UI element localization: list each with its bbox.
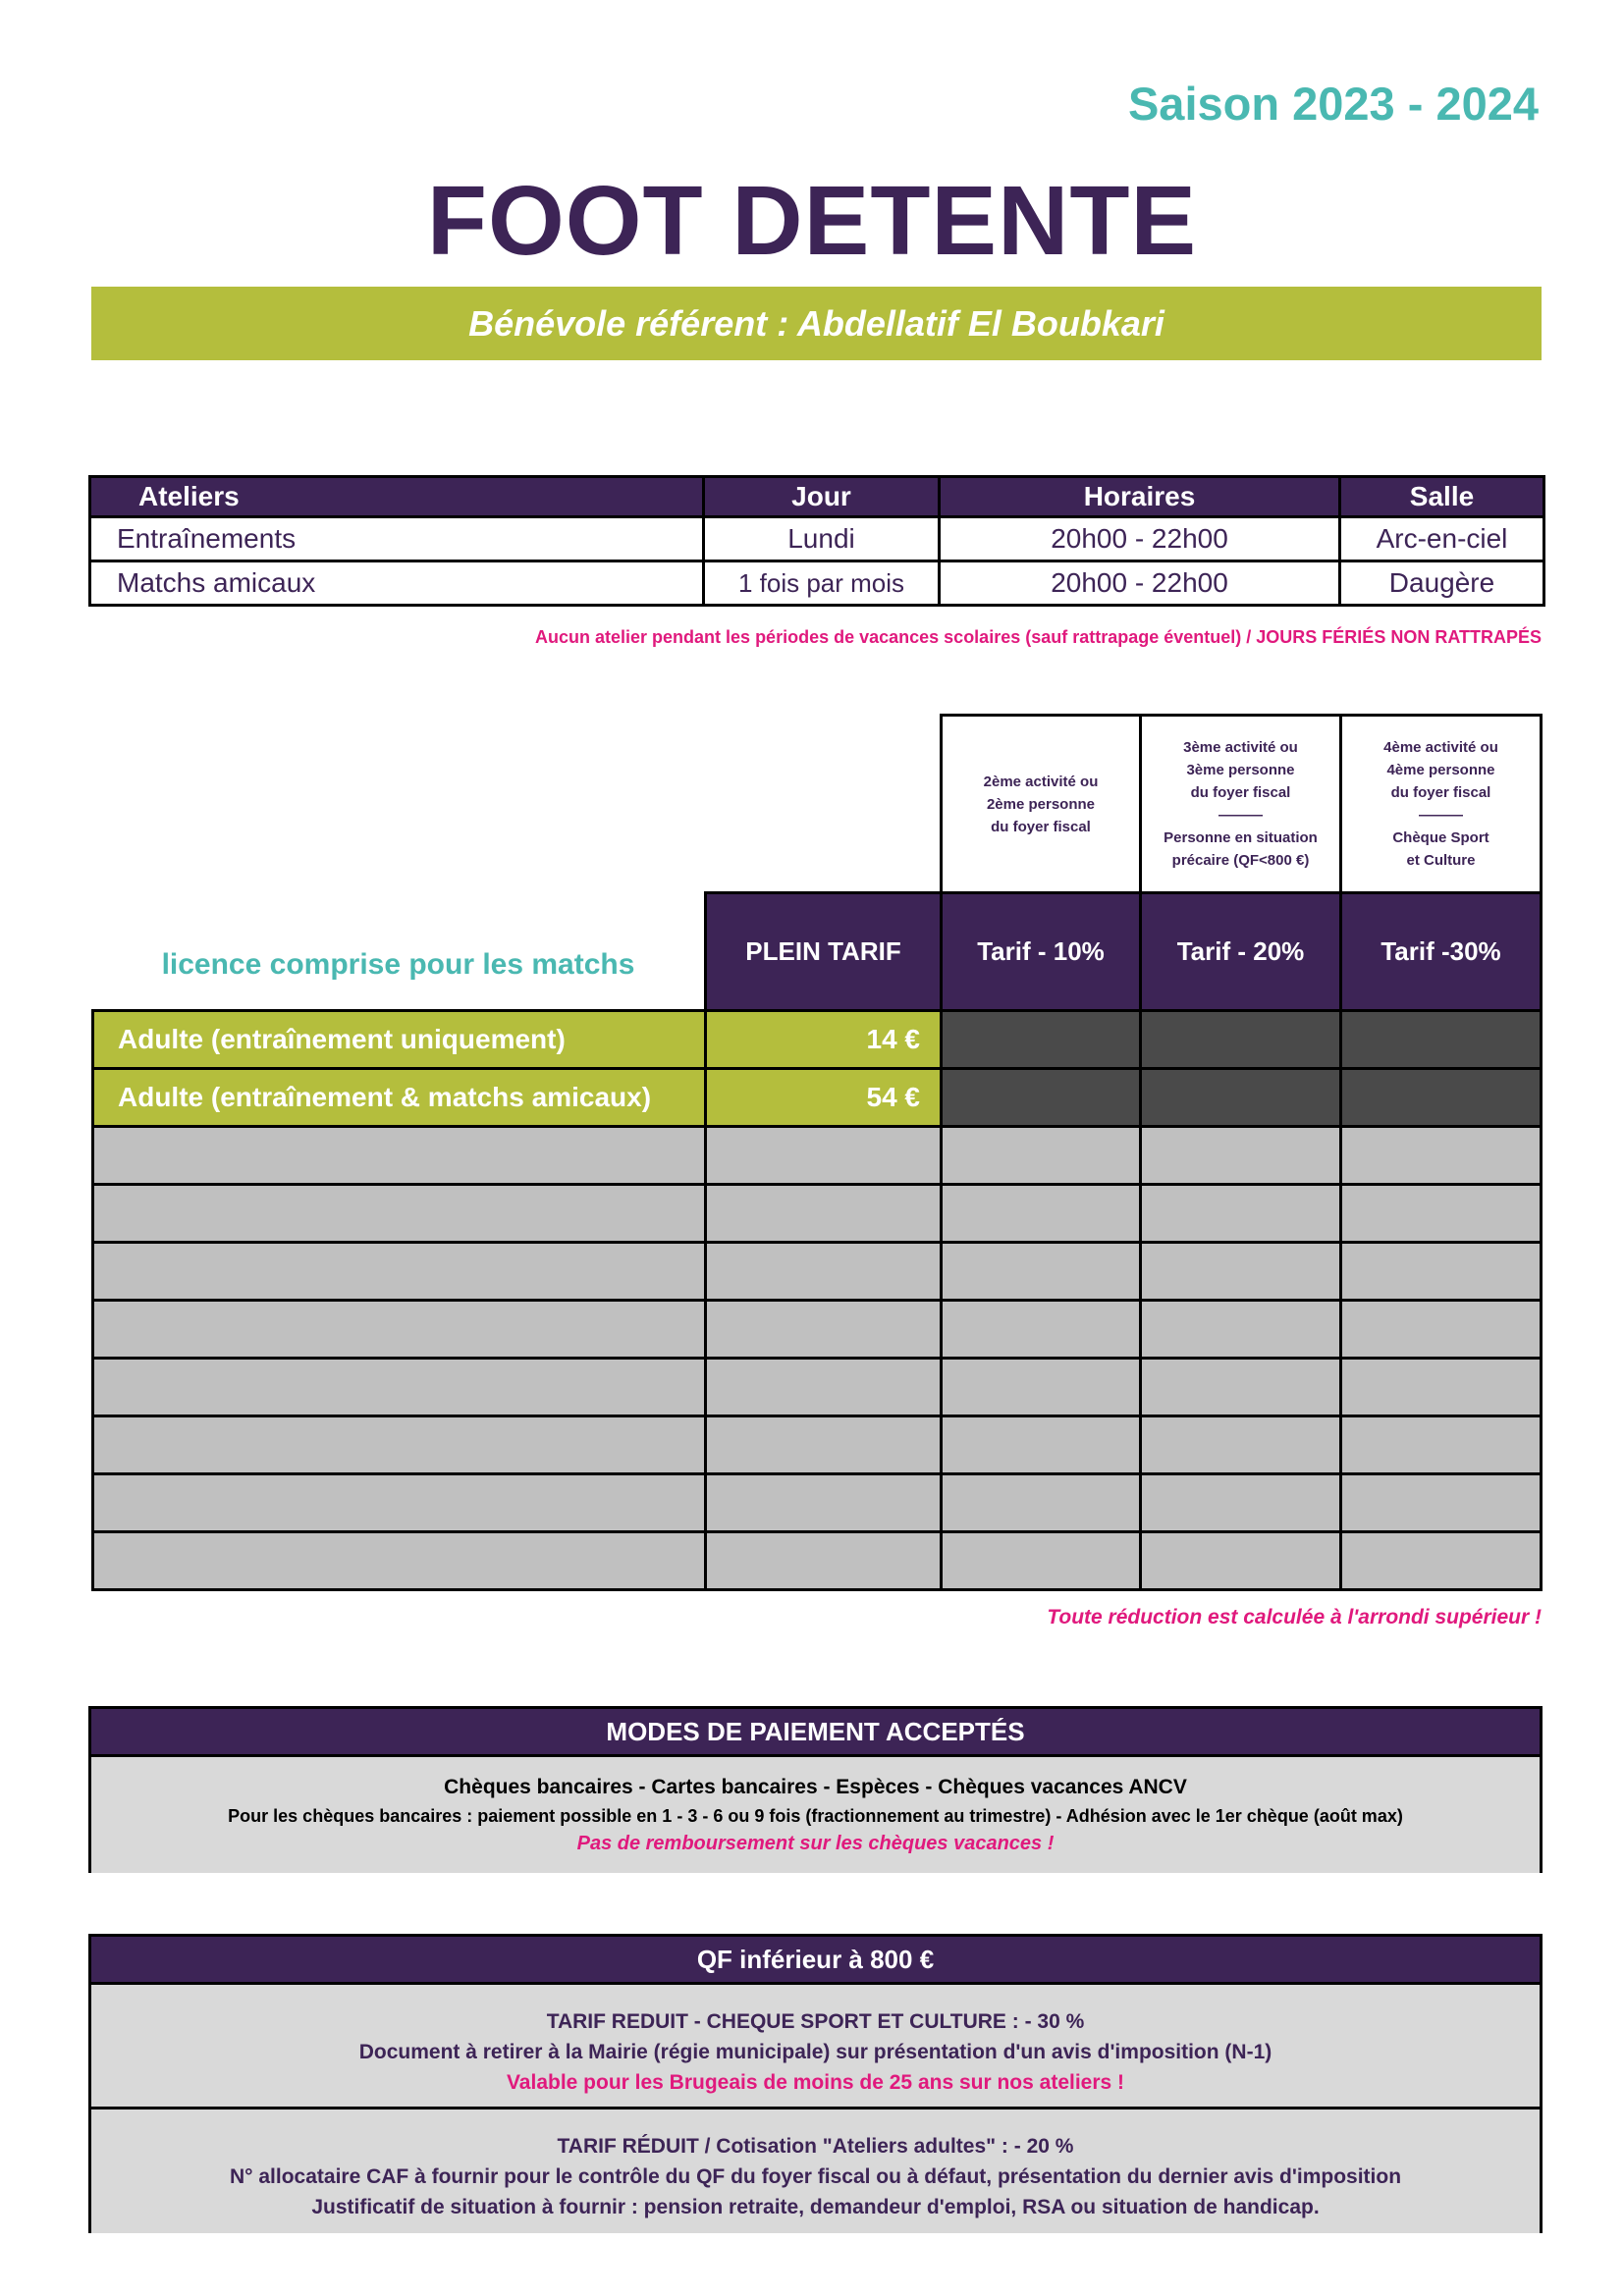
qf-adultes-title: TARIF RÉDUIT / Cotisation "Ateliers adultes" : - 20 % xyxy=(557,2135,1074,2158)
cell-empty xyxy=(1339,1299,1543,1360)
licence-label: licence comprise pour les matchs xyxy=(161,948,635,981)
qf-section-adultes xyxy=(91,2109,1540,2233)
cell-empty xyxy=(1339,1009,1543,1070)
cell-atelier: Matchs amicaux xyxy=(90,561,704,606)
discount-note-30: 4ème activité ou 4ème personne du foyer fiscal ——— Chèque Sport et Culture xyxy=(1339,714,1543,894)
payment-warning: Pas de remboursement sur les chèques vacances ! xyxy=(576,1833,1055,1854)
qf-title: QF inférieur à 800 € xyxy=(91,1937,1540,1985)
cell-empty xyxy=(1139,1241,1342,1302)
cell-empty xyxy=(91,1415,707,1475)
col-ateliers: Ateliers xyxy=(90,477,704,517)
cell-empty xyxy=(1339,1472,1543,1533)
price-plein: 54 € xyxy=(704,1067,943,1128)
qf-box xyxy=(88,1934,1543,2233)
col-salle: Salle xyxy=(1340,477,1544,517)
referent-text: Bénévole référent : Abdellatif El Boubkari xyxy=(468,302,1164,344)
cell-empty xyxy=(1139,1357,1342,1417)
qf-adultes-justif: Justificatif de situation à fournir : pension retraite, demandeur d'emploi, RSA ou situation de handicap. xyxy=(311,2196,1320,2218)
holiday-note: Aucun atelier pendant les périodes de vacances scolaires (sauf rattrapage éventuel) / JOURS FÉRIÉS NON RATTRAPÉS xyxy=(535,627,1542,647)
cell-salle: Arc-en-ciel xyxy=(1340,517,1544,561)
cell-empty xyxy=(91,1530,707,1591)
cell-empty xyxy=(704,1472,943,1533)
cell-empty xyxy=(91,1183,707,1244)
cell-empty xyxy=(704,1299,943,1360)
col-tarif-30: Tarif -30% xyxy=(1339,891,1543,1012)
cell-empty xyxy=(1139,1530,1342,1591)
discount-note-10: 2ème activité ou 2ème personne du foyer fiscal xyxy=(940,714,1142,894)
payment-body xyxy=(91,1757,1540,1873)
cell-empty xyxy=(940,1357,1142,1417)
cell-empty xyxy=(704,1125,943,1186)
cell-empty xyxy=(940,1067,1142,1128)
row-label: Adulte (entraînement uniquement) xyxy=(91,1009,707,1070)
cell-empty xyxy=(704,1530,943,1591)
price-plein: 14 € xyxy=(704,1009,943,1070)
cell-empty xyxy=(1139,1415,1342,1475)
qf-sport-doc: Document à retirer à la Mairie (régie municipale) sur présentation d'un avis d'imposition (N-1) xyxy=(358,2041,1272,2063)
cell-empty xyxy=(704,1357,943,1417)
cell-empty xyxy=(940,1241,1142,1302)
cell-empty xyxy=(1139,1472,1342,1533)
cell-empty xyxy=(1339,1357,1543,1417)
season-label: Saison 2023 - 2024 xyxy=(1127,78,1539,130)
cell-empty xyxy=(1139,1183,1342,1244)
cell-empty xyxy=(940,1009,1142,1070)
cell-horaires: 20h00 - 22h00 xyxy=(940,517,1340,561)
rounding-note: Toute réduction est calculée à l'arrondi supérieur ! xyxy=(1047,1606,1542,1629)
discount-note-20: 3ème activité ou 3ème personne du foyer fiscal ——— Personne en situation précaire (QF<800 €) xyxy=(1139,714,1342,894)
cell-empty xyxy=(940,1415,1142,1475)
cell-empty xyxy=(1339,1183,1543,1244)
col-tarif-10: Tarif - 10% xyxy=(940,891,1142,1012)
cell-empty xyxy=(940,1183,1142,1244)
cell-empty xyxy=(704,1415,943,1475)
schedule-table xyxy=(88,475,1545,607)
cell-salle: Daugère xyxy=(1340,561,1544,606)
cell-horaires: 20h00 - 22h00 xyxy=(940,561,1340,606)
tariff-grid xyxy=(91,714,1543,1589)
cell-empty xyxy=(1339,1067,1543,1128)
cell-empty xyxy=(91,1125,707,1186)
page-title: FOOT DETENTE xyxy=(426,166,1198,276)
cell-empty xyxy=(91,1357,707,1417)
cell-jour: Lundi xyxy=(704,517,940,561)
cell-empty xyxy=(940,1299,1142,1360)
cell-empty xyxy=(91,1472,707,1533)
qf-section-sport xyxy=(91,1985,1540,2109)
qf-sport-validity: Valable pour les Brugeais de moins de 25 ans sur nos ateliers ! xyxy=(506,2071,1125,2094)
cell-empty xyxy=(1339,1415,1543,1475)
qf-adultes-caf: N° allocataire CAF à fournir pour le contrôle du QF du foyer fiscal ou à défaut, présentation du dernier avis d'imposition xyxy=(229,2165,1402,2188)
cell-atelier: Entraînements xyxy=(90,517,704,561)
cell-empty xyxy=(940,1125,1142,1186)
row-label: Adulte (entraînement & matchs amicaux) xyxy=(91,1067,707,1128)
cell-empty xyxy=(704,1183,943,1244)
payment-methods: Chèques bancaires - Cartes bancaires - Espèces - Chèques vacances ANCV xyxy=(444,1776,1187,1798)
payment-box xyxy=(88,1706,1543,1873)
cell-empty xyxy=(1139,1299,1342,1360)
col-jour: Jour xyxy=(704,477,940,517)
col-tarif-20: Tarif - 20% xyxy=(1139,891,1342,1012)
cell-empty xyxy=(704,1241,943,1302)
cell-empty xyxy=(1339,1125,1543,1186)
col-plein-tarif: PLEIN TARIF xyxy=(704,891,943,1012)
cell-jour: 1 fois par mois xyxy=(704,561,940,606)
cell-empty xyxy=(1139,1009,1342,1070)
table-row xyxy=(90,517,1544,561)
col-horaires: Horaires xyxy=(940,477,1340,517)
cell-empty xyxy=(1339,1241,1543,1302)
qf-sport-title: TARIF REDUIT - CHEQUE SPORT ET CULTURE : - 30 % xyxy=(546,2010,1085,2033)
cell-empty xyxy=(1339,1530,1543,1591)
cell-empty xyxy=(1139,1125,1342,1186)
cell-empty xyxy=(1139,1067,1342,1128)
cell-empty xyxy=(940,1530,1142,1591)
payment-title: MODES DE PAIEMENT ACCEPTÉS xyxy=(91,1709,1540,1757)
table-row xyxy=(90,561,1544,606)
cell-empty xyxy=(91,1241,707,1302)
payment-installments: Pour les chèques bancaires : paiement possible en 1 - 3 - 6 ou 9 fois (fractionnement au trimestre) - Adhésion avec le 1er chèque (août max) xyxy=(228,1806,1403,1826)
cell-empty xyxy=(91,1299,707,1360)
schedule-header-row xyxy=(90,477,1544,517)
cell-empty xyxy=(940,1472,1142,1533)
referent-banner xyxy=(91,287,1542,360)
